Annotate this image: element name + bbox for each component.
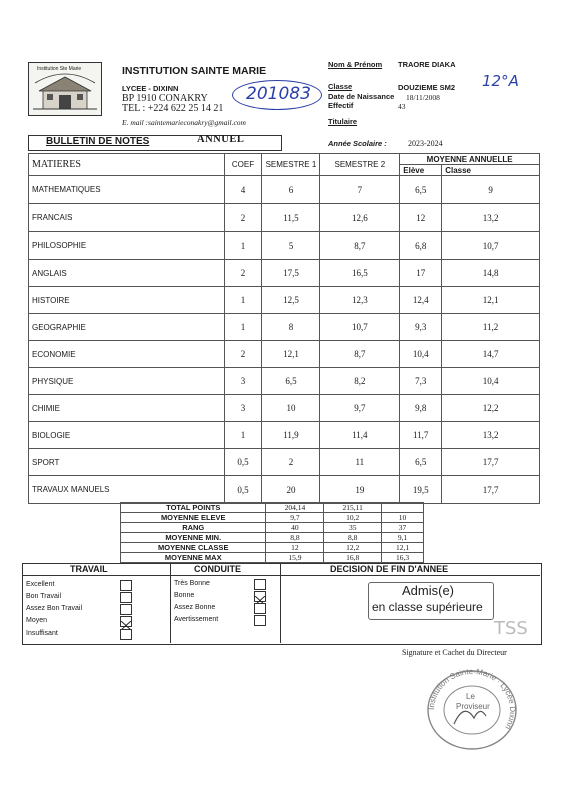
subject-cell: HISTOIRE	[29, 287, 225, 314]
moyenne-classe-cell: 11,2	[442, 314, 540, 341]
student-dob: 18/11/2008	[406, 93, 440, 102]
moyenne-eleve-cell: 11,7	[400, 422, 442, 449]
coef-cell: 2	[224, 341, 262, 368]
moyenne-eleve-cell: 12	[400, 204, 442, 232]
semestre-2-cell: 12,6	[320, 204, 400, 232]
subject-cell: ECONOMIE	[29, 341, 225, 368]
semestre-2-cell: 10,7	[320, 314, 400, 341]
school-bp: BP 1910 CONAKRY	[122, 93, 208, 104]
semestre-2-cell: 8,2	[320, 368, 400, 395]
student-class: DOUZIEME SM2	[398, 83, 456, 92]
travail-checkbox[interactable]	[120, 604, 132, 615]
travail-option-label: Insuffisant	[26, 630, 58, 637]
moyenne-eleve-cell: 10,4	[400, 341, 442, 368]
conduite-option-label: Assez Bonne	[174, 604, 216, 611]
coef-cell: 1	[224, 422, 262, 449]
grid-header-line	[22, 575, 540, 576]
moyenne-classe-cell: 14,7	[442, 341, 540, 368]
summary-table	[120, 502, 424, 563]
travail-checkbox[interactable]	[120, 616, 132, 627]
table-row	[29, 287, 540, 314]
bulletin-title: BULLETIN DE NOTES	[46, 136, 150, 147]
summary-row	[121, 513, 424, 523]
table-row	[29, 449, 540, 476]
subject-cell: FRANCAIS	[29, 204, 225, 232]
coef-cell: 0,5	[224, 449, 262, 476]
coef-cell: 2	[224, 260, 262, 287]
summary-label: RANG	[121, 523, 266, 533]
semestre-2-cell: 8,7	[320, 341, 400, 368]
coef-cell: 3	[224, 395, 262, 422]
conduite-checkbox[interactable]	[254, 615, 266, 626]
subject-cell: PHILOSOPHIE	[29, 232, 225, 260]
summary-label: MOYENNE CLASSE	[121, 543, 266, 553]
decision-title: DECISION DE FIN D'ANNEE	[330, 564, 449, 574]
travail-checkbox[interactable]	[120, 580, 132, 591]
decision-handwritten: TSS	[494, 618, 528, 639]
semestre-1-cell: 6,5	[262, 368, 320, 395]
moyenne-eleve-cell: 7,3	[400, 368, 442, 395]
conduite-checkbox[interactable]	[254, 579, 266, 590]
semestre-1-cell: 12,5	[262, 287, 320, 314]
coef-cell: 1	[224, 287, 262, 314]
summary-semestre-1: 40	[266, 523, 324, 533]
seal-center-2: Proviseur	[456, 702, 490, 711]
travail-option-label: Assez Bon Travail	[26, 605, 83, 612]
conduite-option-label: Bonne	[174, 592, 195, 599]
coef-cell: 4	[224, 176, 262, 204]
coef-cell: 1	[224, 314, 262, 341]
moyenne-classe-cell: 17,7	[442, 449, 540, 476]
table-row	[29, 314, 540, 341]
coef-cell: 1	[224, 232, 262, 260]
conduite-checkbox[interactable]	[254, 591, 266, 602]
dob-label: Date de Naissance	[328, 92, 395, 101]
conduite-checkbox[interactable]	[254, 603, 266, 614]
subject-cell: TRAVAUX MANUELS	[29, 476, 225, 504]
summary-annual: 9,1	[382, 533, 424, 543]
summary-annual: 10	[382, 513, 424, 523]
travail-option-label: Excellent	[26, 581, 55, 588]
school-lycee: LYCEE - DIXINN	[122, 84, 179, 93]
moyenne-eleve-cell: 9,8	[400, 395, 442, 422]
moyenne-classe-cell: 13,2	[442, 204, 540, 232]
table-row	[29, 260, 540, 287]
class-label: Classe	[328, 82, 353, 91]
moyenne-classe-cell: 14,8	[442, 260, 540, 287]
school-logo	[28, 62, 102, 116]
stamp-line-2: en classe supérieure	[372, 600, 483, 614]
summary-annual: 37	[382, 523, 424, 533]
moyenne-classe-cell: 12,2	[442, 395, 540, 422]
moyenne-eleve-cell: 17	[400, 260, 442, 287]
table-row	[29, 176, 540, 204]
summary-semestre-1: 204,14	[266, 503, 324, 513]
travail-option-label: Moyen	[26, 617, 48, 624]
semestre-1-cell: 11,5	[262, 204, 320, 232]
moyenne-classe-cell: 17,7	[442, 476, 540, 504]
table-row	[29, 204, 540, 232]
table-row	[29, 368, 540, 395]
director-seal	[424, 668, 520, 750]
year-label: Année Scolaire :	[328, 139, 387, 148]
semestre-2-cell: 11	[320, 449, 400, 476]
header-matieres: MATIERES	[29, 154, 225, 176]
summary-row	[121, 553, 424, 563]
handwritten-number: 201083	[246, 84, 311, 104]
seal-ring-text: Institution Sainte-Marie · Lycée Dixinn	[426, 668, 518, 731]
conduite-title: CONDUITE	[194, 564, 241, 574]
summary-label: TOTAL POINTS	[121, 503, 266, 513]
header-eleve: Elève	[400, 165, 442, 176]
moyenne-eleve-cell: 6,5	[400, 176, 442, 204]
bulletin-period: ANNUEL	[197, 134, 245, 145]
semestre-1-cell: 5	[262, 232, 320, 260]
summary-row	[121, 523, 424, 533]
summary-semestre-2: 35	[324, 523, 382, 533]
moyenne-eleve-cell: 6,8	[400, 232, 442, 260]
summary-annual: 12,1	[382, 543, 424, 553]
summary-label: MOYENNE MAX	[121, 553, 266, 563]
student-name: TRAORE DIAKA	[398, 60, 456, 69]
summary-semestre-1: 8,8	[266, 533, 324, 543]
semestre-1-cell: 12,1	[262, 341, 320, 368]
subject-cell: SPORT	[29, 449, 225, 476]
school-email: E. mail :saintemarieconakry@gmail.com	[122, 118, 246, 127]
semestre-2-cell: 12,3	[320, 287, 400, 314]
summary-annual	[382, 503, 424, 513]
semestre-1-cell: 20	[262, 476, 320, 504]
travail-title: TRAVAIL	[70, 564, 108, 574]
table-row	[29, 232, 540, 260]
summary-semestre-2: 8,8	[324, 533, 382, 543]
summary-semestre-1: 12	[266, 543, 324, 553]
summary-semestre-1: 15,9	[266, 553, 324, 563]
moyenne-eleve-cell: 6,5	[400, 449, 442, 476]
summary-semestre-2: 12,2	[324, 543, 382, 553]
semestre-1-cell: 17,5	[262, 260, 320, 287]
stamp-line-1: Admis(e)	[402, 583, 455, 598]
moyenne-eleve-cell: 9,3	[400, 314, 442, 341]
table-row	[29, 476, 540, 504]
school-year: 2023-2024	[408, 139, 443, 148]
summary-row	[121, 503, 424, 513]
semestre-1-cell: 8	[262, 314, 320, 341]
semestre-2-cell: 19	[320, 476, 400, 504]
summary-row	[121, 533, 424, 543]
subject-cell: CHIMIE	[29, 395, 225, 422]
coef-cell: 2	[224, 204, 262, 232]
summary-label: MOYENNE MIN.	[121, 533, 266, 543]
titulaire-label: Titulaire	[328, 117, 358, 126]
coef-cell: 0,5	[224, 476, 262, 504]
table-row	[29, 395, 540, 422]
moyenne-classe-cell: 12,1	[442, 287, 540, 314]
school-tel: TEL : +224 622 25 14 21	[122, 103, 224, 114]
summary-row	[121, 543, 424, 553]
school-name: INSTITUTION SAINTE MARIE	[122, 65, 267, 77]
name-label: Nom & Prénom	[328, 60, 383, 69]
summary-semestre-2: 16,8	[324, 553, 382, 563]
summary-semestre-2: 10,2	[324, 513, 382, 523]
subject-cell: PHYSIQUE	[29, 368, 225, 395]
grades-table	[28, 153, 540, 504]
summary-annual: 16,3	[382, 553, 424, 563]
semestre-2-cell: 9,7	[320, 395, 400, 422]
signature-label: Signature et Cachet du Directeur	[402, 648, 507, 657]
travail-checkbox[interactable]	[120, 592, 132, 603]
semestre-1-cell: 2	[262, 449, 320, 476]
moyenne-classe-cell: 10,4	[442, 368, 540, 395]
header-classe: Classe	[442, 165, 540, 176]
semestre-2-cell: 8,7	[320, 232, 400, 260]
logo-text: Institution Ste Marie	[37, 66, 82, 72]
subject-cell: ANGLAIS	[29, 260, 225, 287]
table-row	[29, 341, 540, 368]
coef-cell: 3	[224, 368, 262, 395]
header-semestre-1: SEMESTRE 1	[262, 154, 320, 176]
summary-label: MOYENNE ELEVE	[121, 513, 266, 523]
effectif-label: Effectif	[328, 101, 354, 110]
conduite-option-label: Très Bonne	[174, 580, 210, 587]
subject-cell: MATHEMATIQUES	[29, 176, 225, 204]
table-row	[29, 422, 540, 449]
moyenne-eleve-cell: 19,5	[400, 476, 442, 504]
semestre-1-cell: 10	[262, 395, 320, 422]
summary-semestre-2: 215,11	[324, 503, 382, 513]
conduite-option-label: Avertissement	[174, 616, 219, 623]
header-moyenne-annuelle: MOYENNE ANNUELLE	[400, 154, 540, 165]
semestre-2-cell: 16,5	[320, 260, 400, 287]
semestre-1-cell: 6	[262, 176, 320, 204]
header-semestre-2: SEMESTRE 2	[320, 154, 400, 176]
handwritten-class: 12°A	[482, 72, 519, 90]
student-effectif: 43	[398, 102, 406, 111]
travail-checkbox[interactable]	[120, 629, 132, 640]
semestre-1-cell: 11,9	[262, 422, 320, 449]
seal-center-1: Le	[466, 692, 475, 701]
subject-cell: BIOLOGIE	[29, 422, 225, 449]
header-coef: COEF	[224, 154, 262, 176]
moyenne-classe-cell: 13,2	[442, 422, 540, 449]
moyenne-eleve-cell: 12,4	[400, 287, 442, 314]
semestre-2-cell: 11,4	[320, 422, 400, 449]
moyenne-classe-cell: 9	[442, 176, 540, 204]
semestre-2-cell: 7	[320, 176, 400, 204]
travail-option-label: Bon Travail	[26, 593, 62, 600]
subject-cell: GEOGRAPHIE	[29, 314, 225, 341]
moyenne-classe-cell: 10,7	[442, 232, 540, 260]
summary-semestre-1: 9,7	[266, 513, 324, 523]
